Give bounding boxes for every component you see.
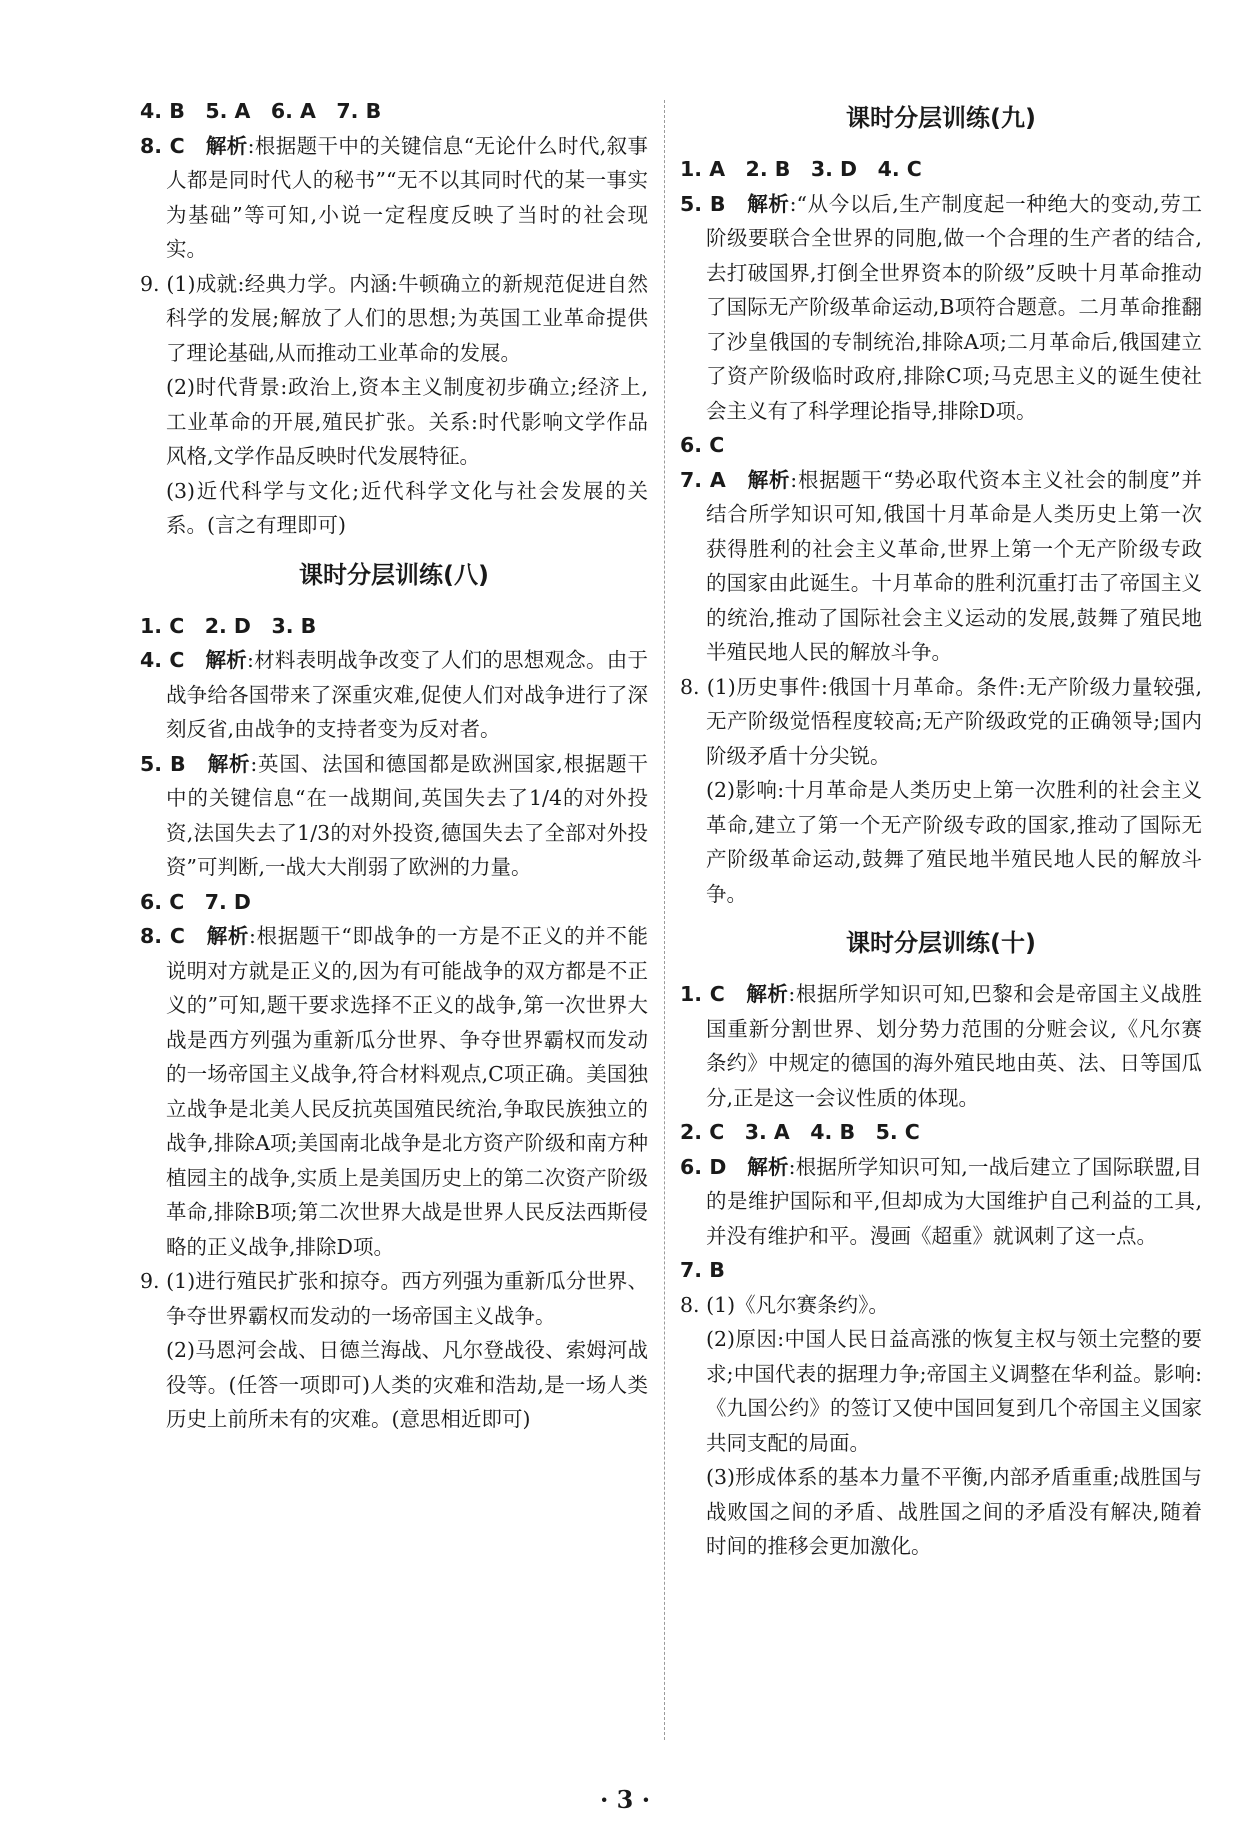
answer-line: 6. C 7. D (140, 889, 251, 914)
answer-item: 8. C 解析:根据题干“即战争的一方是不正义的并不能说明对方就是正义的,因为有可能战争的双方都是不正义的”可知,题干要求选择不正义的战争,第一次世界大战是西方列强为重新瓜分世界、争夺世界霸权而发动的一场帝国主义战争,符合材料观点,C项正确。美国独立战争是北美人民反抗英国殖民统治,争取民族独立的战争,排除A项;美国南北战争是北方资产阶级和南方种植园主的战争,实质上是美国历史上的第二次资产阶级革命,排除B项;第二次世界大战是世界人民反法西斯侵略的正义战争,排除D项。 (140, 924, 649, 1259)
answer-line: 1. C 2. D 3. B (140, 613, 317, 638)
answer-subitem: (2)原因:中国人民日益高涨的恢复主权与领土完整的要求;中国代表的据理力争;帝国主义调整在华利益。影响:《九国公约》的签订又使中国回复到几个帝国主义国家共同支配的局面。 (706, 1327, 1202, 1455)
answer-line: 7. B (680, 1258, 725, 1282)
answer-line: 1. A 2. B 3. D 4. C (680, 157, 922, 181)
answer-item: 8. (1)《凡尔赛条约》。 (680, 1292, 889, 1317)
answer-item: 8. (1)历史事件:俄国十月革命。条件:无产阶级力量较强,无产阶级觉悟程度较高;无产阶级政党的正确领导;国内阶级矛盾十分尖锐。 (680, 674, 1202, 768)
section-title-9: 课时分层训练(九) (846, 104, 1036, 132)
answer-subitem: (2)马恩河会战、日德兰海战、凡尔登战役、索姆河战役等。(任答一项即可)人类的灾难和浩劫,是一场人类历史上前所未有的灾难。(意思相近即可) (166, 1338, 648, 1431)
answer-item: 1. C 解析:根据所学知识可知,巴黎和会是帝国主义战胜国重新分割世界、划分势力范围的分赃会议,《凡尔赛条约》中规定的德国的海外殖民地由英、法、日等国瓜分,正是这一会议性质的体现。 (680, 982, 1203, 1110)
answer-subitem: (3)近代科学与文化;近代科学文化与社会发展的关系。(言之有理即可) (166, 478, 648, 537)
column-divider (664, 100, 665, 1740)
page-number: · 3 · (599, 1785, 651, 1814)
answer-line: 4. B 5. A 6. A 7. B (140, 99, 382, 123)
answer-line: 2. C 3. A 4. B 5. C (680, 1120, 920, 1144)
answer-subitem: (2)时代背景:政治上,资本主义制度初步确立;经济上,工业革命的开展,殖民扩张。关系:时代影响文学作品风格,文学作品反映时代发展特征。 (166, 375, 648, 468)
answer-item: 6. D 解析:根据所学知识可知,一战后建立了国际联盟,目的是维护国际和平,但却成为大国维护自己利益的工具,并没有维护和平。漫画《超重》就讽刺了这一点。 (680, 1154, 1202, 1248)
answer-item: 7. A 解析:根据题干“势必取代资本主义社会的制度”并结合所学知识可知,俄国十月革命是人类历史上第一次获得胜利的社会主义革命,世界上第一个无产阶级专政的国家由此诞生。十月革命的胜利沉重打击了帝国主义的统治,推动了国际社会主义运动的发展,鼓舞了殖民地半殖民地人民的解放斗争。 (680, 467, 1203, 664)
right-column (680, 94, 1202, 1564)
answer-item: 8. C 解析:根据题干中的关键信息“无论什么时代,叙事人都是同时代人的秘书”“无不以其同时代的某一事实为基础”等可知,小说一定程度反映了当时的社会现实。 (140, 133, 648, 261)
section-title-8: 课时分层训练(八) (299, 560, 489, 589)
section-title-10: 课时分层训练(十) (846, 929, 1036, 957)
answer-item: 5. B 解析:英国、法国和德国都是欧洲国家,根据题干中的关键信息“在一战期间,英国失去了1/4的对外投资,法国失去了1/3的对外投资,德国失去了全部对外投资”可判断,一战大大削弱了欧洲的力量。 (140, 751, 648, 879)
left-column (140, 94, 648, 1437)
answer-subitem: (2)影响:十月革命是人类历史上第一次胜利的社会主义革命,建立了第一个无产阶级专政的国家,推动了国际无产阶级革命运动,鼓舞了殖民地半殖民地人民的解放斗争。 (706, 778, 1202, 906)
answer-item: 5. B 解析:“从今以后,生产制度起一种绝大的变动,劳工阶级要联合全世界的同胞,做一个合理的生产者的结合,去打破国界,打倒全世界资本的阶级”反映十月革命推动了国际无产阶级革命运动,B项符合题意。二月革命推翻了沙皇俄国的专制统治,排除A项;二月革命后,俄国建立了资产阶级临时政府,排除C项;马克思主义的诞生使社会主义有了科学理论指导,排除D项。 (680, 191, 1202, 423)
answer-item: 9. (1)成就:经典力学。内涵:牛顿确立的新规范促进自然科学的发展;解放了人们的思想;为英国工业革命提供了理论基础,从而推动工业革命的发展。 (140, 271, 648, 365)
answer-item: 4. C 解析:材料表明战争改变了人们的思想观念。由于战争给各国带来了深重灾难,促使人们对战争进行了深刻反省,由战争的支持者变为反对者。 (140, 648, 649, 741)
answer-subitem: (3)形成体系的基本力量不平衡,内部矛盾重重;战胜国与战败国之间的矛盾、战胜国之间的矛盾没有解决,随着时间的推移会更加激化。 (706, 1465, 1202, 1558)
answer-item: 9. (1)进行殖民扩张和掠夺。西方列强为重新瓜分世界、争夺世界霸权而发动的一场帝国主义战争。 (140, 1269, 648, 1328)
answer-line: 6. C (680, 433, 725, 457)
